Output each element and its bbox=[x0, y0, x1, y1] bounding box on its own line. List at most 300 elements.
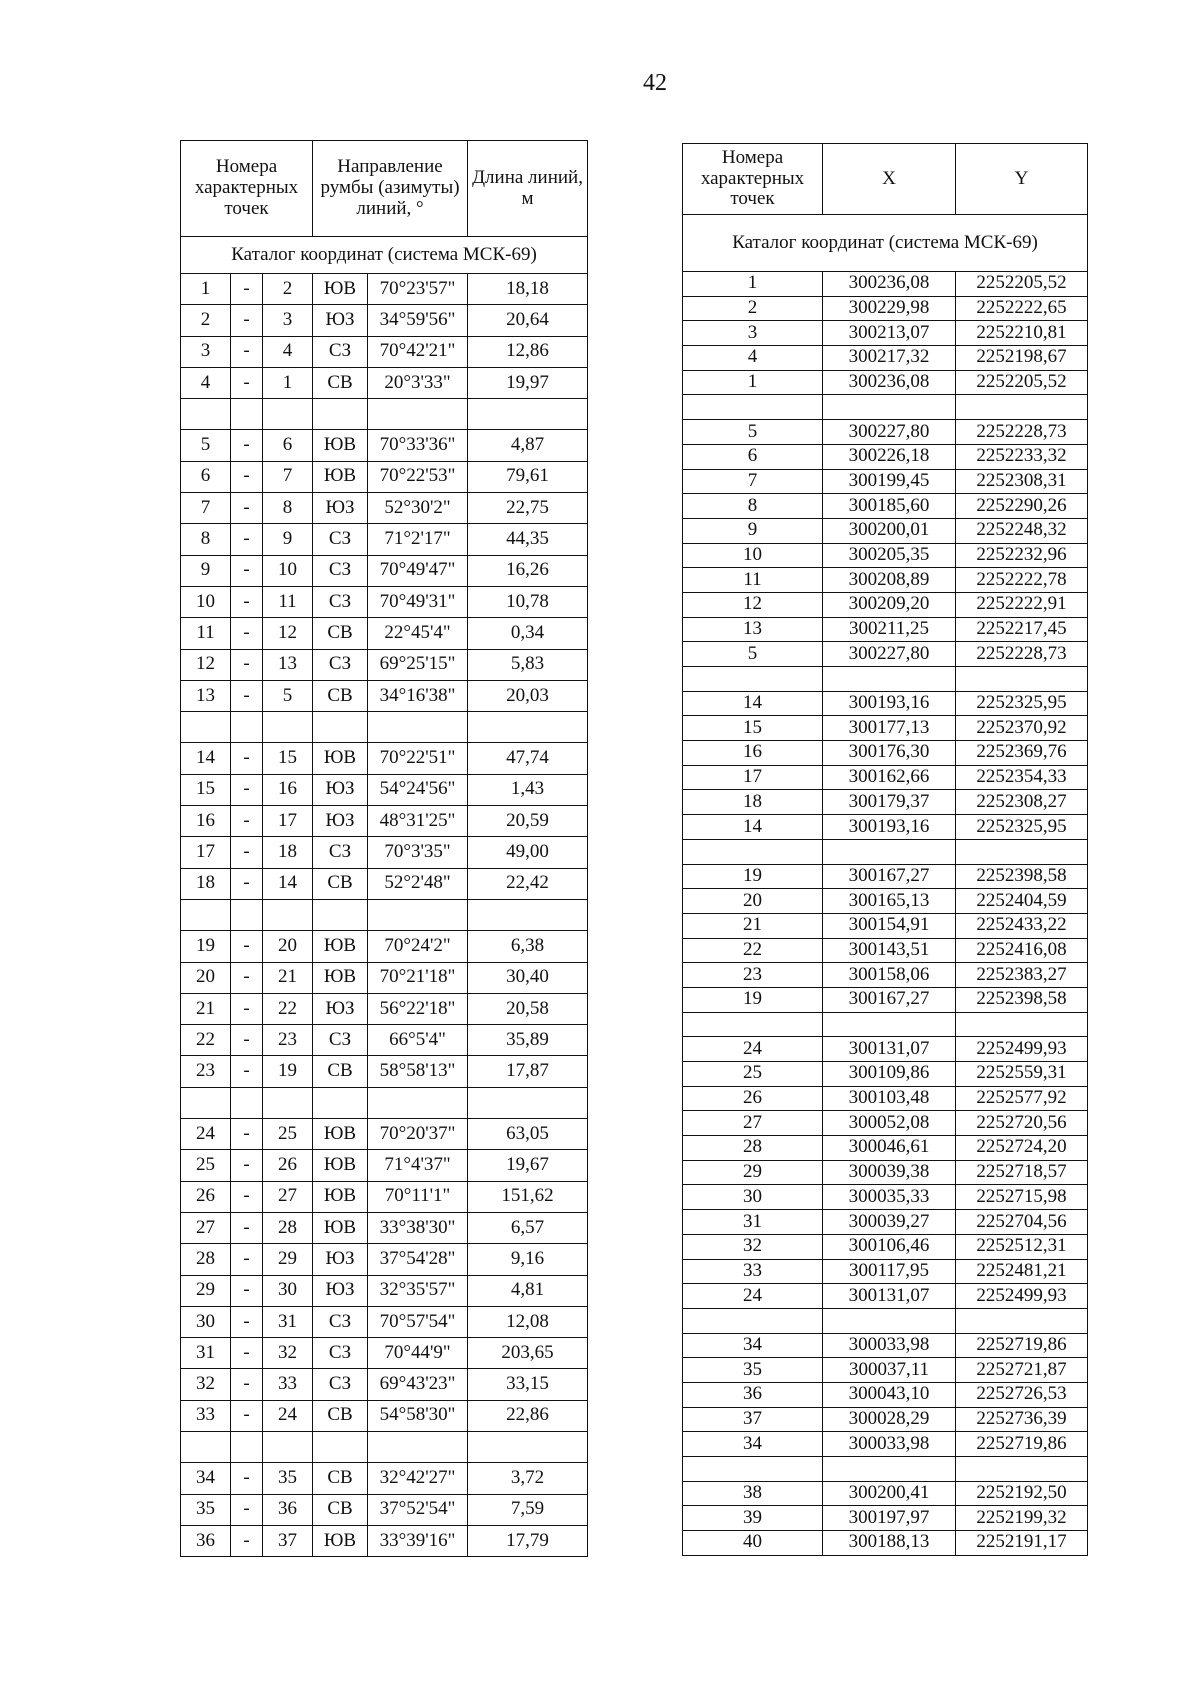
x-coordinate-cell: 300176,30 bbox=[823, 741, 956, 766]
separator-cell: - bbox=[231, 1338, 263, 1369]
x-coordinate-cell: 300033,98 bbox=[823, 1333, 956, 1358]
rhumb-cell: СЗ bbox=[313, 1025, 368, 1056]
point-number-cell: 10 bbox=[683, 543, 823, 568]
point-number-cell: 24 bbox=[683, 1284, 823, 1309]
spacer-row bbox=[181, 1087, 588, 1118]
y-coordinate-cell: 2252210,81 bbox=[956, 321, 1088, 346]
azimuth-cell: 69°25'15" bbox=[368, 649, 468, 680]
table-row bbox=[181, 1212, 588, 1243]
from-point-cell: 8 bbox=[181, 524, 231, 555]
point-number-cell: 17 bbox=[683, 765, 823, 790]
y-coordinate-cell: 2252704,56 bbox=[956, 1210, 1088, 1235]
to-point-cell: 13 bbox=[263, 649, 313, 680]
from-point-cell: 18 bbox=[181, 868, 231, 899]
table-row bbox=[181, 649, 588, 680]
x-coordinate-cell: 300179,37 bbox=[823, 790, 956, 815]
length-cell: 19,97 bbox=[468, 367, 588, 398]
rhumb-cell: СЗ bbox=[313, 837, 368, 868]
point-number-cell: 40 bbox=[683, 1531, 823, 1556]
empty-cell bbox=[313, 399, 368, 430]
separator-cell: - bbox=[231, 1275, 263, 1306]
table-row bbox=[683, 864, 1088, 889]
empty-cell bbox=[368, 712, 468, 743]
to-point-cell: 14 bbox=[263, 868, 313, 899]
to-point-cell: 11 bbox=[263, 586, 313, 617]
y-coordinate-cell: 2252308,27 bbox=[956, 790, 1088, 815]
table-row bbox=[683, 741, 1088, 766]
y-coordinate-cell: 2252719,86 bbox=[956, 1432, 1088, 1457]
azimuth-cell: 70°21'18" bbox=[368, 962, 468, 993]
table-row bbox=[683, 1086, 1088, 1111]
table-row bbox=[683, 1481, 1088, 1506]
separator-cell: - bbox=[231, 430, 263, 461]
length-cell: 20,59 bbox=[468, 806, 588, 837]
azimuth-cell: 70°11'1" bbox=[368, 1181, 468, 1212]
y-coordinate-cell: 2252325,95 bbox=[956, 815, 1088, 840]
empty-cell bbox=[956, 667, 1088, 692]
y-coordinate-cell: 2252222,65 bbox=[956, 296, 1088, 321]
empty-cell bbox=[683, 395, 823, 420]
azimuth-cell: 70°23'57" bbox=[368, 274, 468, 305]
from-point-cell: 2 bbox=[181, 305, 231, 336]
table-row bbox=[181, 774, 588, 805]
x-coordinate-cell: 300109,86 bbox=[823, 1062, 956, 1087]
x-coordinate-cell: 300227,80 bbox=[823, 420, 956, 445]
rhumb-cell: ЮЗ bbox=[313, 1275, 368, 1306]
table-row bbox=[181, 837, 588, 868]
empty-cell bbox=[181, 1087, 231, 1118]
from-point-cell: 1 bbox=[181, 274, 231, 305]
length-cell: 20,64 bbox=[468, 305, 588, 336]
table-row bbox=[181, 555, 588, 586]
table-row bbox=[181, 461, 588, 492]
to-point-cell: 8 bbox=[263, 493, 313, 524]
point-number-cell: 20 bbox=[683, 889, 823, 914]
point-number-cell: 24 bbox=[683, 1037, 823, 1062]
spacer-row bbox=[683, 1012, 1088, 1037]
point-number-cell: 34 bbox=[683, 1432, 823, 1457]
from-point-cell: 4 bbox=[181, 367, 231, 398]
table-row bbox=[181, 274, 588, 305]
table-row bbox=[683, 1432, 1088, 1457]
table-row bbox=[683, 1358, 1088, 1383]
separator-cell: - bbox=[231, 1119, 263, 1150]
empty-cell bbox=[956, 1012, 1088, 1037]
empty-cell bbox=[823, 395, 956, 420]
y-coordinate-cell: 2252325,95 bbox=[956, 691, 1088, 716]
x-coordinate-cell: 300039,38 bbox=[823, 1160, 956, 1185]
point-number-cell: 18 bbox=[683, 790, 823, 815]
empty-cell bbox=[231, 1087, 263, 1118]
y-coordinate-cell: 2252736,39 bbox=[956, 1407, 1088, 1432]
separator-cell: - bbox=[231, 618, 263, 649]
azimuth-cell: 70°22'53" bbox=[368, 461, 468, 492]
table-row bbox=[181, 868, 588, 899]
y-coordinate-cell: 2252205,52 bbox=[956, 272, 1088, 297]
rhumb-cell: СЗ bbox=[313, 336, 368, 367]
length-cell: 22,75 bbox=[468, 493, 588, 524]
point-number-cell: 28 bbox=[683, 1136, 823, 1161]
azimuth-cell: 32°42'27" bbox=[368, 1463, 468, 1494]
from-point-cell: 16 bbox=[181, 806, 231, 837]
table-row bbox=[683, 592, 1088, 617]
rhumb-cell: ЮЗ bbox=[313, 806, 368, 837]
y-coordinate-cell: 2252228,73 bbox=[956, 642, 1088, 667]
table-row bbox=[683, 1506, 1088, 1531]
y-coordinate-cell: 2252398,58 bbox=[956, 987, 1088, 1012]
y-coordinate-cell: 2252559,31 bbox=[956, 1062, 1088, 1087]
point-number-cell: 12 bbox=[683, 592, 823, 617]
x-coordinate-cell: 300208,89 bbox=[823, 568, 956, 593]
y-coordinate-cell: 2252721,87 bbox=[956, 1358, 1088, 1383]
length-cell: 9,16 bbox=[468, 1244, 588, 1275]
to-point-cell: 26 bbox=[263, 1150, 313, 1181]
separator-cell: - bbox=[231, 1463, 263, 1494]
table-row bbox=[181, 743, 588, 774]
table-row bbox=[181, 1150, 588, 1181]
from-point-cell: 5 bbox=[181, 430, 231, 461]
y-coordinate-cell: 2252383,27 bbox=[956, 963, 1088, 988]
empty-cell bbox=[368, 1431, 468, 1462]
from-point-cell: 21 bbox=[181, 993, 231, 1024]
table-row bbox=[181, 1244, 588, 1275]
x-coordinate-cell: 300227,80 bbox=[823, 642, 956, 667]
x-coordinate-cell: 300200,41 bbox=[823, 1481, 956, 1506]
rhumb-cell: СВ bbox=[313, 1463, 368, 1494]
separator-cell: - bbox=[231, 586, 263, 617]
length-cell: 6,57 bbox=[468, 1212, 588, 1243]
to-point-cell: 37 bbox=[263, 1525, 313, 1556]
separator-cell: - bbox=[231, 743, 263, 774]
empty-cell bbox=[263, 899, 313, 930]
empty-cell bbox=[263, 1087, 313, 1118]
x-coordinate-cell: 300103,48 bbox=[823, 1086, 956, 1111]
table-row bbox=[683, 321, 1088, 346]
length-cell: 17,79 bbox=[468, 1525, 588, 1556]
separator-cell: - bbox=[231, 962, 263, 993]
from-point-cell: 17 bbox=[181, 837, 231, 868]
table-row bbox=[683, 518, 1088, 543]
azimuth-cell: 70°44'9" bbox=[368, 1338, 468, 1369]
azimuth-cell: 34°16'38" bbox=[368, 680, 468, 711]
length-cell: 5,83 bbox=[468, 649, 588, 680]
to-point-cell: 17 bbox=[263, 806, 313, 837]
to-point-cell: 16 bbox=[263, 774, 313, 805]
point-number-cell: 9 bbox=[683, 518, 823, 543]
rhumb-cell: ЮВ bbox=[313, 461, 368, 492]
from-point-cell: 31 bbox=[181, 1338, 231, 1369]
table-row bbox=[683, 765, 1088, 790]
point-number-cell: 39 bbox=[683, 1506, 823, 1531]
table-row bbox=[683, 938, 1088, 963]
azimuth-cell: 71°2'17" bbox=[368, 524, 468, 555]
table-row bbox=[683, 346, 1088, 371]
table-row bbox=[683, 913, 1088, 938]
to-point-cell: 15 bbox=[263, 743, 313, 774]
to-point-cell: 23 bbox=[263, 1025, 313, 1056]
point-number-cell: 27 bbox=[683, 1111, 823, 1136]
spacer-row bbox=[181, 399, 588, 430]
length-cell: 47,74 bbox=[468, 743, 588, 774]
separator-cell: - bbox=[231, 1181, 263, 1212]
table-row bbox=[683, 889, 1088, 914]
from-point-cell: 20 bbox=[181, 962, 231, 993]
empty-cell bbox=[956, 839, 1088, 864]
table-row bbox=[683, 1062, 1088, 1087]
empty-cell bbox=[313, 899, 368, 930]
length-cell: 151,62 bbox=[468, 1181, 588, 1212]
to-point-cell: 12 bbox=[263, 618, 313, 649]
line-segments-body bbox=[181, 274, 588, 1557]
point-number-cell: 30 bbox=[683, 1185, 823, 1210]
y-coordinate-cell: 2252499,93 bbox=[956, 1037, 1088, 1062]
length-cell: 12,86 bbox=[468, 336, 588, 367]
y-coordinate-cell: 2252499,93 bbox=[956, 1284, 1088, 1309]
length-cell: 20,03 bbox=[468, 680, 588, 711]
table-row bbox=[683, 1037, 1088, 1062]
y-coordinate-cell: 2252290,26 bbox=[956, 494, 1088, 519]
separator-cell: - bbox=[231, 461, 263, 492]
table-row bbox=[181, 1369, 588, 1400]
empty-cell bbox=[468, 899, 588, 930]
spacer-row bbox=[683, 395, 1088, 420]
rhumb-cell: ЮВ bbox=[313, 274, 368, 305]
from-point-cell: 22 bbox=[181, 1025, 231, 1056]
from-point-cell: 29 bbox=[181, 1275, 231, 1306]
y-coordinate-cell: 2252248,32 bbox=[956, 518, 1088, 543]
x-coordinate-cell: 300213,07 bbox=[823, 321, 956, 346]
azimuth-cell: 70°42'21" bbox=[368, 336, 468, 367]
separator-cell: - bbox=[231, 274, 263, 305]
x-coordinate-cell: 300039,27 bbox=[823, 1210, 956, 1235]
separator-cell: - bbox=[231, 1025, 263, 1056]
azimuth-cell: 48°31'25" bbox=[368, 806, 468, 837]
separator-cell: - bbox=[231, 649, 263, 680]
table-row bbox=[683, 1531, 1088, 1556]
length-cell: 0,34 bbox=[468, 618, 588, 649]
from-point-cell: 26 bbox=[181, 1181, 231, 1212]
azimuth-cell: 54°24'56" bbox=[368, 774, 468, 805]
table-row bbox=[181, 1306, 588, 1337]
from-point-cell: 27 bbox=[181, 1212, 231, 1243]
rhumb-cell: ЮВ bbox=[313, 931, 368, 962]
empty-cell bbox=[683, 1308, 823, 1333]
table-row bbox=[181, 1338, 588, 1369]
table-row bbox=[683, 444, 1088, 469]
rhumb-cell: СЗ bbox=[313, 1306, 368, 1337]
x-coordinate-cell: 300046,61 bbox=[823, 1136, 956, 1161]
rhumb-cell: СЗ bbox=[313, 586, 368, 617]
x-coordinate-cell: 300131,07 bbox=[823, 1284, 956, 1309]
empty-cell bbox=[263, 399, 313, 430]
rhumb-cell: СЗ bbox=[313, 1369, 368, 1400]
from-point-cell: 7 bbox=[181, 493, 231, 524]
to-point-cell: 35 bbox=[263, 1463, 313, 1494]
length-cell: 4,81 bbox=[468, 1275, 588, 1306]
from-point-cell: 3 bbox=[181, 336, 231, 367]
to-point-cell: 33 bbox=[263, 1369, 313, 1400]
azimuth-cell: 22°45'4" bbox=[368, 618, 468, 649]
to-point-cell: 31 bbox=[263, 1306, 313, 1337]
point-number-cell: 11 bbox=[683, 568, 823, 593]
length-cell: 7,59 bbox=[468, 1494, 588, 1525]
empty-cell bbox=[683, 667, 823, 692]
x-coordinate-cell: 300033,98 bbox=[823, 1432, 956, 1457]
from-point-cell: 25 bbox=[181, 1150, 231, 1181]
to-point-cell: 36 bbox=[263, 1494, 313, 1525]
to-point-cell: 22 bbox=[263, 993, 313, 1024]
from-point-cell: 11 bbox=[181, 618, 231, 649]
rhumb-cell: ЮВ bbox=[313, 1525, 368, 1556]
x-coordinate-cell: 300162,66 bbox=[823, 765, 956, 790]
table-row bbox=[683, 370, 1088, 395]
spacer-row bbox=[683, 1308, 1088, 1333]
azimuth-cell: 70°20'37" bbox=[368, 1119, 468, 1150]
empty-cell bbox=[956, 395, 1088, 420]
x-coordinate-cell: 300158,06 bbox=[823, 963, 956, 988]
to-point-cell: 28 bbox=[263, 1212, 313, 1243]
azimuth-cell: 70°33'36" bbox=[368, 430, 468, 461]
to-point-cell: 29 bbox=[263, 1244, 313, 1275]
y-coordinate-cell: 2252198,67 bbox=[956, 346, 1088, 371]
length-cell: 18,18 bbox=[468, 274, 588, 305]
rhumb-cell: СВ bbox=[313, 868, 368, 899]
x-header: X bbox=[823, 144, 956, 215]
azimuth-cell: 33°38'30" bbox=[368, 1212, 468, 1243]
point-number-cell: 5 bbox=[683, 420, 823, 445]
y-coordinate-cell: 2252308,31 bbox=[956, 469, 1088, 494]
to-point-cell: 25 bbox=[263, 1119, 313, 1150]
rhumb-cell: СВ bbox=[313, 367, 368, 398]
y-coordinate-cell: 2252205,52 bbox=[956, 370, 1088, 395]
rhumb-cell: ЮВ bbox=[313, 1150, 368, 1181]
point-number-cell: 37 bbox=[683, 1407, 823, 1432]
from-point-cell: 24 bbox=[181, 1119, 231, 1150]
length-cell: 12,08 bbox=[468, 1306, 588, 1337]
point-number-cell: 25 bbox=[683, 1062, 823, 1087]
length-cell: 4,87 bbox=[468, 430, 588, 461]
empty-cell bbox=[181, 712, 231, 743]
to-point-cell: 1 bbox=[263, 367, 313, 398]
spacer-row bbox=[181, 1431, 588, 1462]
table-row bbox=[181, 1494, 588, 1525]
spacer-row bbox=[181, 712, 588, 743]
empty-cell bbox=[683, 1012, 823, 1037]
point-number-cell: 23 bbox=[683, 963, 823, 988]
from-point-cell: 14 bbox=[181, 743, 231, 774]
y-coordinate-cell: 2252232,96 bbox=[956, 543, 1088, 568]
table-row bbox=[683, 568, 1088, 593]
to-point-cell: 10 bbox=[263, 555, 313, 586]
azimuth-cell: 69°43'23" bbox=[368, 1369, 468, 1400]
x-coordinate-cell: 300217,32 bbox=[823, 346, 956, 371]
azimuth-cell: 58°58'13" bbox=[368, 1056, 468, 1087]
separator-cell: - bbox=[231, 1306, 263, 1337]
y-coordinate-cell: 2252199,32 bbox=[956, 1506, 1088, 1531]
table-row bbox=[683, 1259, 1088, 1284]
length-cell: 35,89 bbox=[468, 1025, 588, 1056]
azimuth-cell: 52°2'48" bbox=[368, 868, 468, 899]
x-coordinate-cell: 300037,11 bbox=[823, 1358, 956, 1383]
length-cell: 30,40 bbox=[468, 962, 588, 993]
rhumb-cell: ЮВ bbox=[313, 430, 368, 461]
from-point-cell: 13 bbox=[181, 680, 231, 711]
point-number-cell: 8 bbox=[683, 494, 823, 519]
rhumb-cell: ЮВ bbox=[313, 1119, 368, 1150]
table-row bbox=[683, 1234, 1088, 1259]
coordinates-body bbox=[683, 272, 1088, 1556]
empty-cell bbox=[263, 1431, 313, 1462]
rhumb-cell: СВ bbox=[313, 1494, 368, 1525]
y-coordinate-cell: 2252228,73 bbox=[956, 420, 1088, 445]
spacer-row bbox=[683, 667, 1088, 692]
empty-cell bbox=[181, 399, 231, 430]
separator-cell: - bbox=[231, 774, 263, 805]
y-header: Y bbox=[956, 144, 1088, 215]
table-row bbox=[683, 963, 1088, 988]
point-number-cell: 21 bbox=[683, 913, 823, 938]
separator-cell: - bbox=[231, 868, 263, 899]
empty-cell bbox=[683, 839, 823, 864]
empty-cell bbox=[231, 399, 263, 430]
table-row bbox=[683, 1382, 1088, 1407]
separator-cell: - bbox=[231, 305, 263, 336]
rhumb-cell: ЮВ bbox=[313, 1212, 368, 1243]
point-number-cell: 2 bbox=[683, 296, 823, 321]
x-coordinate-cell: 300143,51 bbox=[823, 938, 956, 963]
azimuth-cell: 37°54'28" bbox=[368, 1244, 468, 1275]
from-point-cell: 32 bbox=[181, 1369, 231, 1400]
empty-cell bbox=[368, 399, 468, 430]
x-coordinate-cell: 300209,20 bbox=[823, 592, 956, 617]
y-coordinate-cell: 2252718,57 bbox=[956, 1160, 1088, 1185]
to-point-cell: 20 bbox=[263, 931, 313, 962]
azimuth-cell: 70°49'47" bbox=[368, 555, 468, 586]
separator-cell: - bbox=[231, 1494, 263, 1525]
rhumb-cell: СЗ bbox=[313, 555, 368, 586]
to-point-cell: 30 bbox=[263, 1275, 313, 1306]
points-header: Номера характерных точек bbox=[181, 141, 313, 237]
x-coordinate-cell: 300167,27 bbox=[823, 864, 956, 889]
rhumb-cell: СВ bbox=[313, 680, 368, 711]
table-row bbox=[181, 993, 588, 1024]
to-point-cell: 4 bbox=[263, 336, 313, 367]
rhumb-cell: СЗ bbox=[313, 524, 368, 555]
x-coordinate-cell: 300188,13 bbox=[823, 1531, 956, 1556]
table-row bbox=[683, 1284, 1088, 1309]
empty-cell bbox=[823, 839, 956, 864]
empty-cell bbox=[956, 1457, 1088, 1482]
azimuth-cell: 32°35'57" bbox=[368, 1275, 468, 1306]
rhumb-cell: ЮЗ bbox=[313, 305, 368, 336]
x-coordinate-cell: 300226,18 bbox=[823, 444, 956, 469]
point-number-cell: 4 bbox=[683, 346, 823, 371]
spacer-row bbox=[181, 899, 588, 930]
table-row bbox=[181, 586, 588, 617]
y-coordinate-cell: 2252724,20 bbox=[956, 1136, 1088, 1161]
separator-cell: - bbox=[231, 806, 263, 837]
table-row bbox=[181, 1463, 588, 1494]
x-coordinate-cell: 300205,35 bbox=[823, 543, 956, 568]
point-number-cell: 13 bbox=[683, 617, 823, 642]
table-row bbox=[683, 543, 1088, 568]
y-coordinate-cell: 2252416,08 bbox=[956, 938, 1088, 963]
table-row bbox=[683, 296, 1088, 321]
to-point-cell: 6 bbox=[263, 430, 313, 461]
separator-cell: - bbox=[231, 1244, 263, 1275]
table-row bbox=[181, 305, 588, 336]
to-point-cell: 24 bbox=[263, 1400, 313, 1431]
